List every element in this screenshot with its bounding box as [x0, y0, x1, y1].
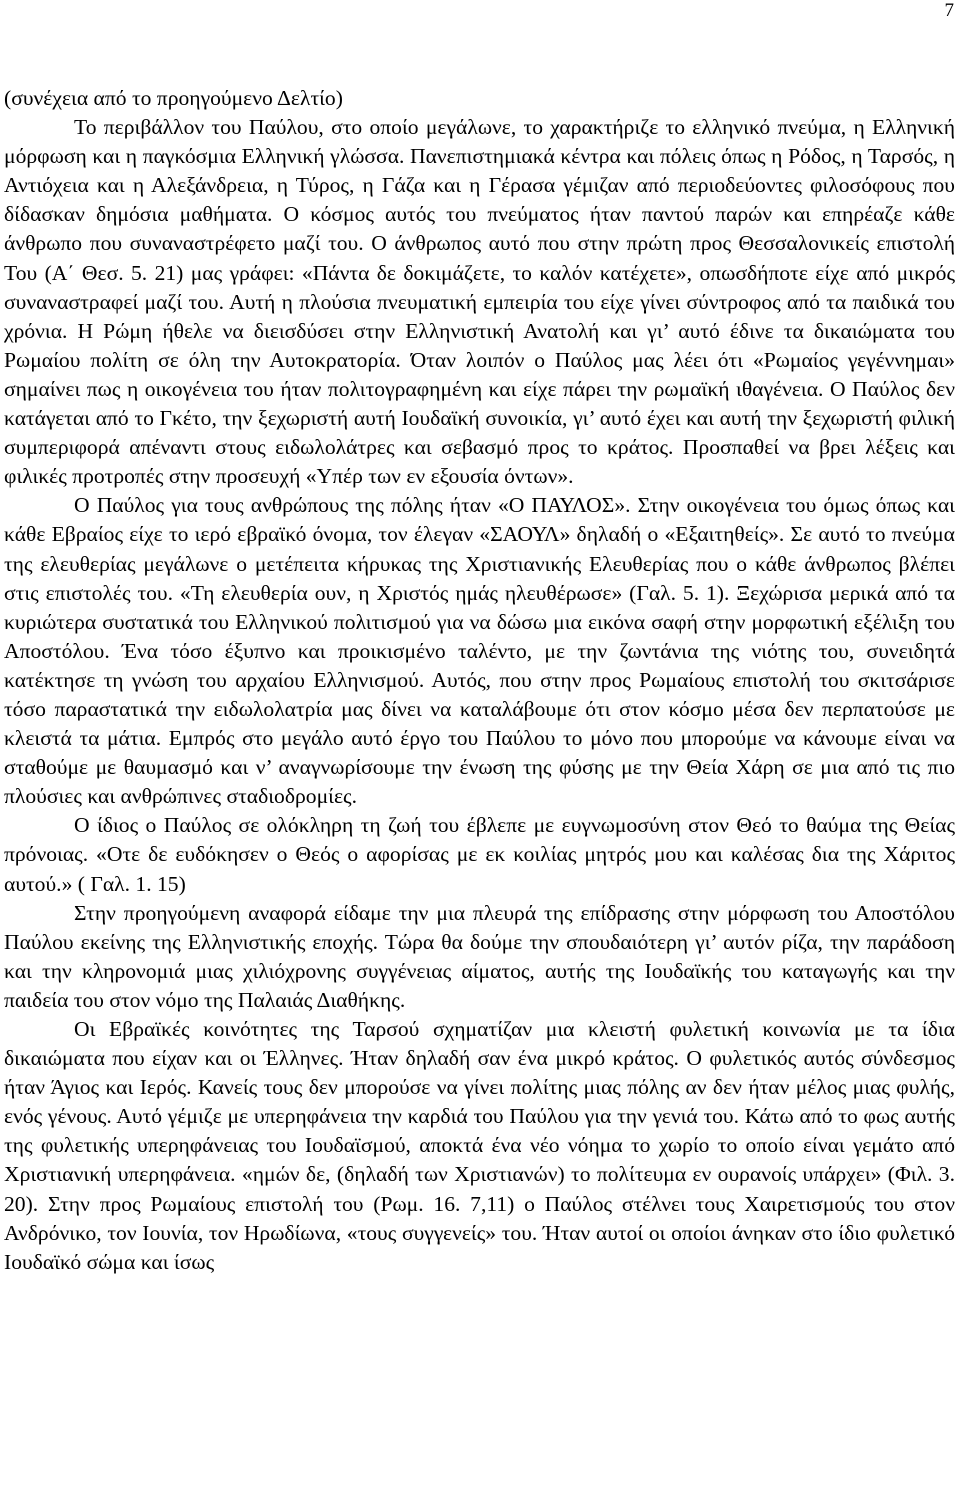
paragraph-tarsus-communities: Οι Εβραϊκές κοινότητες της Ταρσού σχηματίζαν μια κλειστή φυλετική κοινωνία με τα ίδια δικαιώματα που είχαν και οι Έλληνες. Ήταν δηλαδή σαν ένα μικρό κράτος. Ο φυλετικός αυτός σύνδεσμος ήταν Άγιος και Ιερός. Κανείς τους δεν μπορούσε να γίνει πολίτης μιας πόλης αν δεν ήταν μέλος μιας φυλής, ενός γένους. Αυτό γέμιζε με υπερηφάνεια την καρδιά του Παύλου για την γενιά του. Κάτω από το φως αυτής της φυλετικής υπερηφάνειας του Ιουδαϊσμού, αποκτά ένα νέο νόημα το χωρίο το οποίο είναι γεμάτο από Χριστιανική υπερηφάνεια. «ημών δε, (δηλαδή των Χριστιανών) το πολίτευμα εν ουρανοίς υπάρχει» (Φιλ. 3. 20). Στην προς Ρωμαίους επιστολή του (Ρωμ. 16. 7,11) ο Παύλος στέλνει τους Χαιρετισμούς του στον Ανδρόνικο, τον Ιουνία, τον Ηρωδίωνα, «τους συγγενείς» του. Ήταν αυτοί οι οποίοι άνηκαν στο ίδιο φυλετικό Ιουδαϊκό σώμα και ίσως: [4, 1017, 955, 1274]
paragraph-jewish-roots: Στην προηγούμενη αναφορά είδαμε την μια πλευρά της επίδρασης στην μόρφωση του Αποστόλου Παύλου εκείνης της Ελληνιστικής εποχής. Τώρα θα δούμε την σπουδαιότερη γι’ αυτόν ρίζα, την παράδοση και την κληρονομιά μιας χιλιόχρονης συγγένειας αίματος, αυτής της Ιουδαϊκής του καταγωγής και την παιδεία του στον νόμο της Παλαιάς Διαθήκης.: [4, 900, 955, 1012]
paragraph-environment: Το περιβάλλον του Παύλου, στο οποίο μεγάλωνε, το χαρακτήριζε το ελληνικό πνεύμα, η Ελληνική μόρφωση και η παγκόσμια Ελληνική γλώσσα. Πανεπιστημιακά κέντρα και πόλεις όπως η Ρόδος, η Ταρσός, η Αντιόχεια και η Αλεξάνδρεια, η Τύρος, η Γάζα και η Γέρασα γέμιζαν από περιοδεύοντες φιλοσόφους που δίδασκαν δημόσια μαθήματα. Ο κόσμος αυτός του πνεύματος ήταν παντού παρών και επηρέαζε κάθε άνθρωπο που συναναστρέφετο μαζί του. Ο άνθρωπος αυτό που στην πρώτη προς Θεσσαλονικείς επιστολή Του (Α΄ Θεσ. 5. 21) μας γράφει: «Πάντα δε δοκιμάζετε, το καλόν κατέχετε», οπωσδήποτε είχε από μικρός συναναστραφεί μαζί του. Αυτή η πλούσια πνευματική εμπειρία του είχε γίνει σύντροφος από τα παιδικά του χρόνια. Η Ρώμη ήθελε να διεισδύσει στην Ελληνιστική Ανατολή και γι’ αυτό έδινε τα δικαιώματα του Ρωμαίου πολίτη σε όλη την Αυτοκρατορία. Όταν λοιπόν ο Παύλος μας λέει ότι «Ρωμαίος γεγέννημαι» σημαίνει πως η οικογένεια του ήταν πολιτογραφημένη και είχε πάρει την ρωμαϊκή ιθαγένεια. Ο Παύλος δεν κατάγεται από το Γκέτο, την ξεχωριστή αυτή Ιουδαϊκή συνοικία, γι’ αυτό έχει και αυτή την ξεχωριστή φιλική συμπεριφορά απέναντι στους ειδωλολάτρες και σεβασμό προς το κράτος. Προσπαθεί να βρει λέξεις και φιλικές προτροπές στην προσευχή «Υπέρ των εν εξουσία όντων».: [4, 115, 955, 489]
page-number: 7: [944, 0, 954, 21]
continuation-note: (συνέχεια από το προηγούμενο Δελτίο): [4, 86, 343, 110]
paragraph-name-paul: Ο Παύλος για τους ανθρώπους της πόλης ήταν «Ο ΠΑΥΛΟΣ». Στην οικογένεια του όμως όπως και κάθε Εβραίος είχε το ιερό εβραϊκό όνομα, τον έλεγαν «ΣΑΟΥΛ» δηλαδή ο «Εξαιτηθείς». Σε αυτό το πνεύμα της ελευθερίας μεγάλωνε ο μετέπειτα κήρυκας της Χριστιανικής Ελευθερίας που ο κάθε άνθρωπος βλέπει στις επιστολές του. «Τη ελευθερία ουν, η Χριστός ημάς ηλευθέρωσε» (Γαλ. 5. 1). Ξεχώρισα μερικά από τα κυριώτερα συστατικά του Ελληνικού πολιτισμού για να δώσω μια εικόνα σαφή στην μορφωτική εξέλιξη του Αποστόλου. Ένα τόσο έξυπνο και προικισμένο ταλέντο, με την ζωντάνια της νιότης του, συνειδητά κατέκτησε τη γνώση του αρχαίου Ελληνισμού. Αυτός, που στην προς Ρωμαίους επιστολή του σκιτσάρισε τόσο παραστατικά την ειδωλολατρία μας δίνει να καταλάβουμε ότι στον κόσμο μέσα δεν περπατούσε με κλειστά τα μάτια. Εμπρός στο μεγάλο αυτό έργο του Παύλου το μόνο που μπορούμε να κάνουμε είναι να σταθούμε με θαυμασμό και ν’ αναγνωρίσουμε την ένωση της φύσης με την Θεία Χάρη σε μια από τις πιο πλούσιες και ανθρώπινες σταδιοδρομίες.: [4, 493, 955, 809]
paragraph-providence: Ο ίδιος ο Παύλος σε ολόκληρη τη ζωή του έβλεπε με ευγνωμοσύνη στον Θεό το θαύμα της Θείας πρόνοιας. «Οτε δε ευδόκησεν ο Θεός ο αφορίσας με εκ κοιλίας μητρός μου και καλέσας δια της Χάριτος αυτού.» ( Γαλ. 1. 15): [4, 813, 955, 896]
document-body: [4, 84, 955, 1277]
